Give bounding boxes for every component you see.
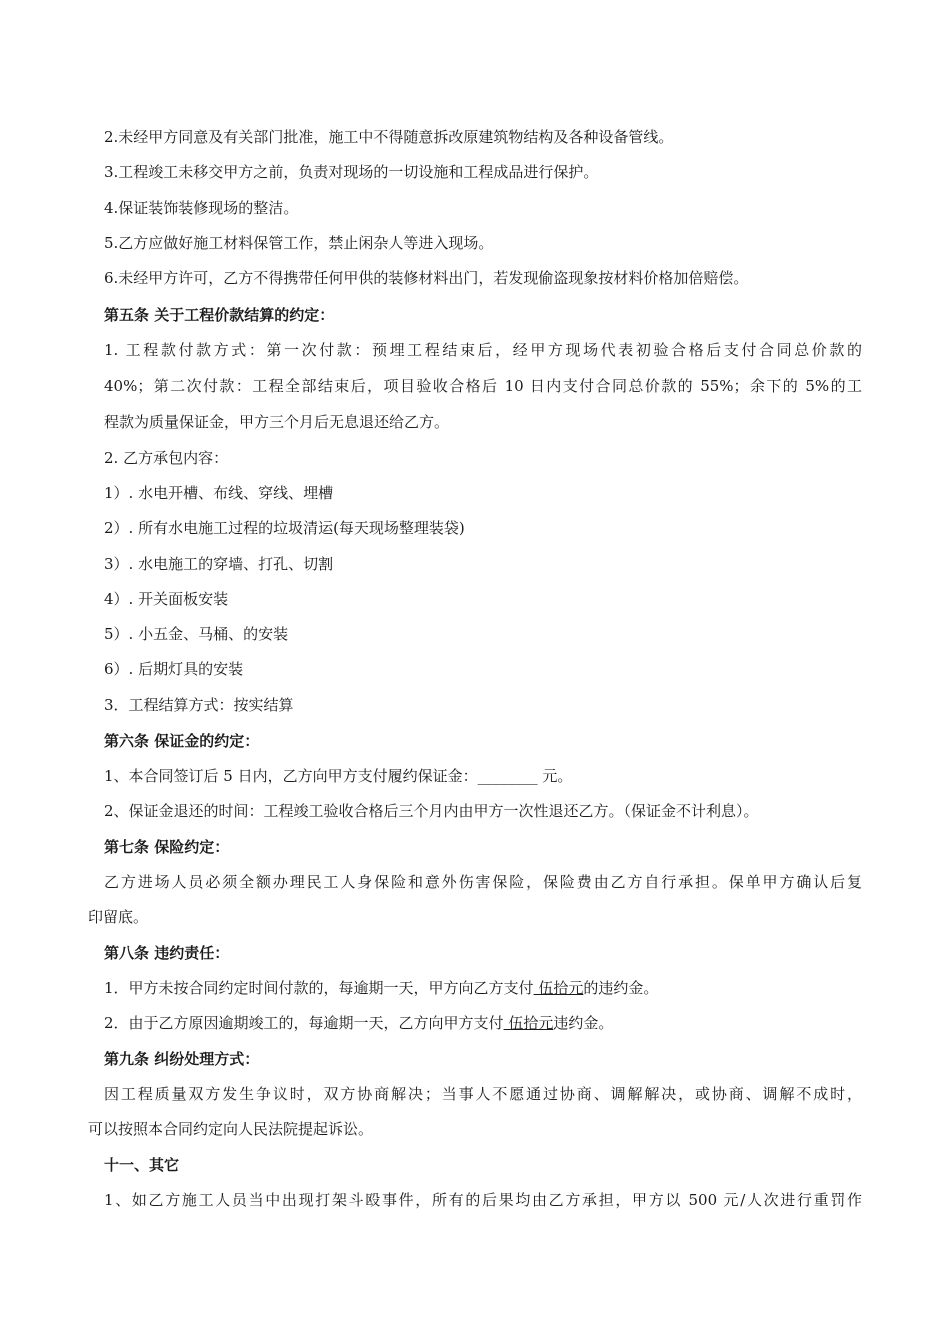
clause9-line1: 因工程质量双方发生争议时，双方协商解决；当事人不愿通过协商、调解解决，或协商、调解不成时， (104, 1085, 862, 1103)
clause5-payment-line3: 程款为质量保证金，甲方三个月后无息退还给乙方。 (104, 413, 450, 431)
clause11-heading: 十一、其它 (104, 1156, 180, 1174)
scope-item: 4）. 开关面板安装 (104, 590, 229, 608)
scope-item: 3）. 水电施工的穿墙、打孔、切割 (104, 555, 334, 573)
clause6-item2: 2、保证金退还的时间：工程竣工验收合格后三个月内由甲方一次性退还乙方。（保证金不计利息）。 (104, 802, 759, 820)
clause8-item1: 1．甲方未按合同约定时间付款的，每逾期一天，甲方向乙方支付 伍拾元的违约金。 (104, 979, 659, 997)
clause5-heading: 第五条 关于工程价款结算的约定： (104, 306, 335, 324)
scope-item: 2）. 所有水电施工过程的垃圾清运(每天现场整理装袋) (104, 519, 465, 537)
clause9-line2: 可以按照本合同约定向人民法院提起诉讼。 (88, 1120, 374, 1138)
clause6-item1: 1、本合同签订后 5 日内，乙方向甲方支付履约保证金：________ 元。 (104, 767, 573, 785)
clause7-line2: 印留底。 (88, 908, 149, 926)
clause11-item1: 1、如乙方施工人员当中出现打架斗殴事件，所有的后果均由乙方承担，甲方以 500 元/人次进行重罚作 (104, 1191, 862, 1209)
penalty-amount: 伍拾元 (503, 1014, 554, 1032)
clause5-payment-line2: 40%；第二次付款：工程全部结束后，项目验收合格后 10 日内支付合同总价款的 55%；余下的 5%的工 (104, 377, 862, 395)
clause8-item2: 2．由于乙方原因逾期竣工的，每逾期一天，乙方向甲方支付 伍拾元违约金。 (104, 1014, 614, 1032)
clause5-settlement: 3．工程结算方式：按实结算 (104, 696, 294, 714)
clause4-item-2: 2.未经甲方同意及有关部门批准，施工中不得随意拆改原建筑物结构及各种设备管线。 (104, 128, 674, 146)
penalty-amount: 伍拾元 (533, 979, 584, 997)
clause4-item-4: 4.保证装饰装修现场的整洁。 (104, 199, 299, 217)
scope-item: 5）. 小五金、马桶、的安装 (104, 625, 289, 643)
scope-item: 1）. 水电开槽、布线、穿线、埋槽 (104, 484, 334, 502)
clause4-item-3: 3.工程竣工未移交甲方之前，负责对现场的一切设施和工程成品进行保护。 (104, 163, 599, 181)
deposit-blank: ________ (477, 767, 538, 785)
clause4-item-6: 6.未经甲方许可，乙方不得携带任何甲供的装修材料出门，若发现偷盗现象按材料价格加倍赔偿。 (104, 269, 749, 287)
clause6-heading: 第六条 保证金的约定： (104, 732, 260, 750)
clause5-payment-line1: 1. 工程款付款方式：第一次付款：预埋工程结束后，经甲方现场代表初验合格后支付合同总价款的 (104, 341, 862, 359)
clause8-heading: 第八条 违约责任： (104, 944, 230, 962)
clause4-item-5: 5.乙方应做好施工材料保管工作，禁止闲杂人等进入现场。 (104, 234, 494, 252)
clause7-heading: 第七条 保险约定： (104, 838, 230, 856)
clause9-heading: 第九条 纠纷处理方式： (104, 1050, 260, 1068)
clause7-line1: 乙方进场人员必须全额办理民工人身保险和意外伤害保险，保险费由乙方自行承担。保单甲方确认后复 (104, 873, 862, 891)
clause5-scope-title: 2. 乙方承包内容： (104, 449, 229, 467)
scope-item: 6）. 后期灯具的安装 (104, 660, 244, 678)
